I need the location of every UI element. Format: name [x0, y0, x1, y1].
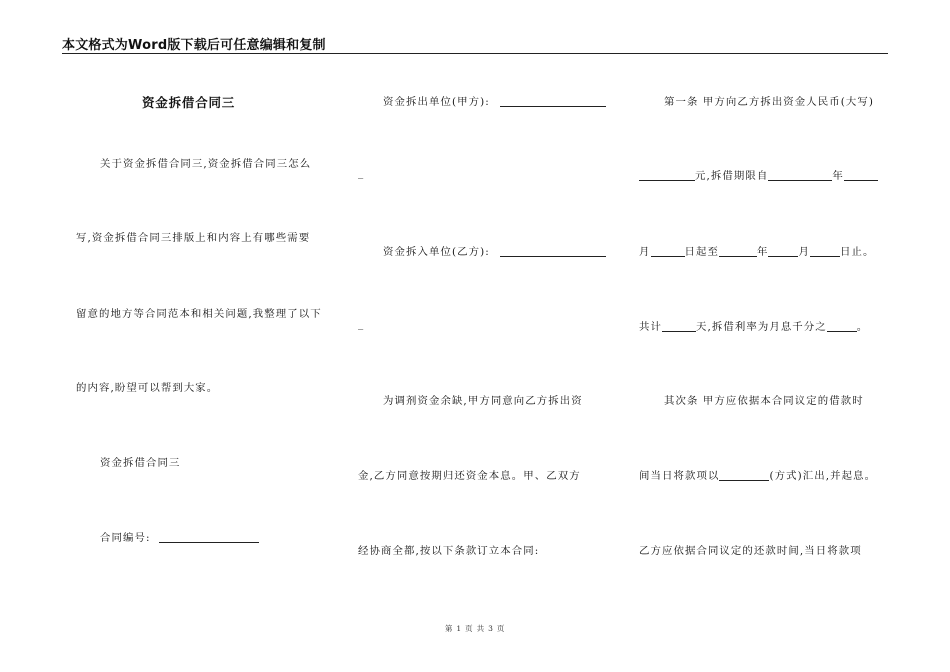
contract-number-blank [159, 532, 259, 543]
end-day-blank [810, 246, 840, 257]
lender-continuation-dash: _ [358, 167, 365, 179]
lender-blank [500, 96, 606, 107]
rate-blank [827, 321, 857, 332]
end-year-text: 年 [756, 246, 769, 258]
section-subtitle: 资金拆借合同三 [100, 457, 181, 469]
end-month-text: 月 [798, 246, 810, 258]
amount-blank [639, 170, 695, 181]
borrower-blank [500, 246, 606, 257]
method-end-text: (方式)汇出,并起息。 [769, 470, 877, 482]
lender-label: 资金拆出单位(甲方): [383, 96, 490, 108]
page-footer: 第 1 页 共 3 页 [444, 624, 506, 633]
purpose-line-2: 金,乙方同意按期归还资金本息。甲、乙双方 [358, 470, 581, 482]
borrower-label: 资金拆入单位(乙方): [383, 246, 490, 258]
yuan-text: 元,拆借期限自 [695, 170, 769, 182]
intro-line-2: 写,资金拆借合同三排版上和内容上有哪些需要 [76, 232, 311, 244]
method-blank [719, 470, 769, 481]
lender-row [383, 93, 606, 108]
intro-line-1: 关于资金拆借合同三,资金拆借合同三怎么 [100, 158, 312, 170]
year-text: 年 [832, 170, 844, 182]
intro-line-3: 留意的地方等合同范本和相关问题,我整理了以下 [76, 308, 322, 320]
document-title: 资金拆借合同三 [142, 95, 236, 110]
start-year-blank [768, 170, 832, 181]
borrower-row [383, 243, 606, 258]
month-text: 月 [639, 246, 651, 258]
article-2-line-2 [639, 467, 876, 482]
purpose-line-3: 经协商全都,按以下条款订立本合同: [358, 545, 540, 557]
day-from-text: 日起至 [684, 246, 719, 258]
article-2-line-1: 其次条 甲方应依据本合同议定的借款时 [664, 395, 864, 407]
end-year-blank [719, 246, 757, 257]
contract-number-row [100, 529, 259, 544]
start-day-blank [651, 246, 685, 257]
article-1-line-2 [639, 167, 878, 182]
days-blank [662, 321, 696, 332]
article-1-line-1: 第一条 甲方向乙方拆出资金人民币(大写) [664, 96, 875, 108]
intro-line-4: 的内容,盼望可以帮到大家。 [76, 382, 219, 394]
borrower-continuation-dash: _ [358, 318, 365, 330]
total-text: 共计 [639, 321, 662, 333]
header-divider [62, 53, 888, 54]
document-banner: 本文格式为Word版下载后可任意编辑和复制 [62, 38, 326, 53]
rate-text: 天,拆借利率为月息千分之 [695, 321, 827, 333]
day-end-text: 日止。 [839, 246, 875, 258]
article-1-line-3 [639, 243, 874, 258]
contract-number-label: 合同编号: [100, 532, 151, 544]
end-month-blank [768, 246, 798, 257]
transfer-text: 间当日将款项以 [639, 470, 720, 482]
article-1-line-4 [639, 318, 868, 333]
purpose-line-1: 为调剂资金余缺,甲方同意向乙方拆出资 [383, 395, 583, 407]
period-text: 。 [856, 321, 869, 333]
article-2-line-3: 乙方应依据合同议定的还款时间,当日将款项 [639, 545, 862, 557]
start-month-blank [844, 170, 878, 181]
